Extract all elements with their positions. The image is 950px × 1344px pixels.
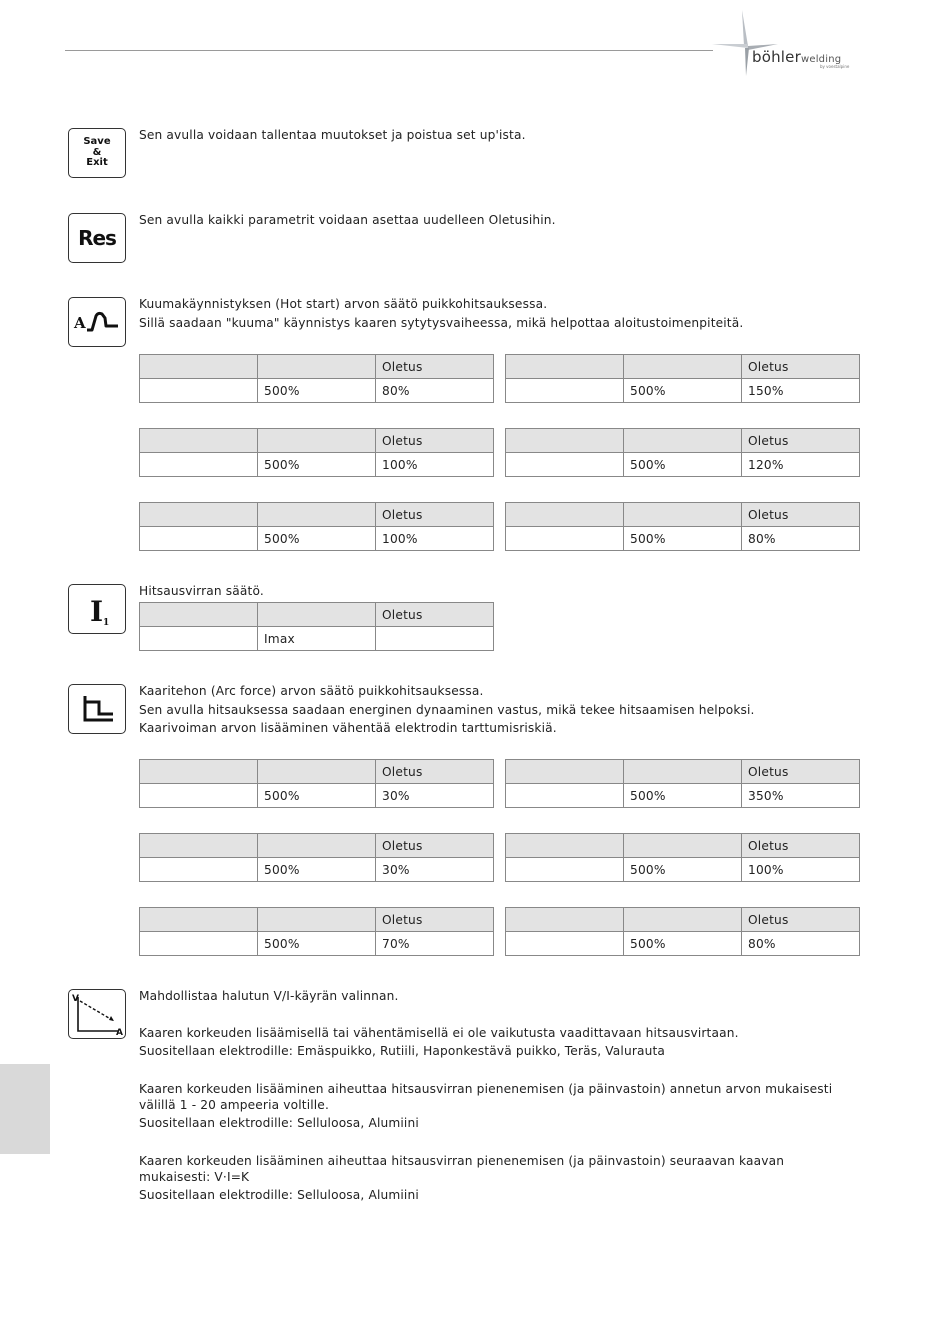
hot-start-table-1 <box>139 354 494 403</box>
table-cell-default: 80% <box>742 527 860 551</box>
table-cell <box>140 355 258 379</box>
table-cell <box>624 760 742 784</box>
table-cell-default <box>376 627 494 651</box>
table-cell <box>506 429 624 453</box>
vi-option2-recommendation: Suositellaan elektrodille: Selluloosa, Alumiini <box>139 1116 419 1130</box>
table-cell <box>258 503 376 527</box>
table-cell <box>258 603 376 627</box>
svg-text:1: 1 <box>103 618 110 628</box>
table-cell-max: 500% <box>624 784 742 808</box>
svg-text:A: A <box>74 314 86 332</box>
hot-start-table-3 <box>139 428 494 477</box>
table-cell-max: 500% <box>624 453 742 477</box>
table-cell-max: 500% <box>258 379 376 403</box>
table-cell-default: 150% <box>742 379 860 403</box>
table-cell <box>140 760 258 784</box>
table-cell <box>140 429 258 453</box>
table-cell <box>258 355 376 379</box>
side-tab-marker <box>0 1064 50 1154</box>
arc-force-table-3 <box>139 833 494 882</box>
welding-current-icon[interactable] <box>68 584 126 634</box>
table-cell-max: Imax <box>258 627 376 651</box>
hot-start-table-5 <box>139 502 494 551</box>
table-cell-default: 100% <box>376 527 494 551</box>
hot-start-line1: Kuumakäynnistyksen (Hot start) arvon säätö puikkohitsauksessa. <box>139 297 548 311</box>
table-cell <box>258 429 376 453</box>
arc-force-line1: Kaaritehon (Arc force) arvon säätö puikkohitsauksessa. <box>139 684 484 698</box>
table-header-oletus: Oletus <box>376 355 494 379</box>
hot-start-table-6 <box>505 502 860 551</box>
table-header-oletus: Oletus <box>742 834 860 858</box>
hot-start-icon[interactable] <box>68 297 126 347</box>
table-cell <box>140 527 258 551</box>
hot-start-table-4 <box>505 428 860 477</box>
table-cell-default: 350% <box>742 784 860 808</box>
arc-force-table-1 <box>139 759 494 808</box>
table-cell <box>506 908 624 932</box>
table-header-oletus: Oletus <box>742 503 860 527</box>
arc-force-table-6 <box>505 907 860 956</box>
save-exit-button-icon[interactable] <box>68 128 126 178</box>
table-cell <box>506 784 624 808</box>
table-cell <box>140 503 258 527</box>
table-cell <box>506 379 624 403</box>
table-cell <box>140 627 258 651</box>
welding-current-table <box>139 602 494 651</box>
table-cell <box>258 834 376 858</box>
vi-option3-description: Kaaren korkeuden lisääminen aiheuttaa hitsausvirran pienenemisen (ja päinvastoin) seuraavan kaavan mukaisesti: V·I=K <box>139 1154 785 1184</box>
exit-label: Exit <box>86 157 108 169</box>
table-cell <box>140 603 258 627</box>
save-label: Save <box>83 136 111 148</box>
table-cell-default: 100% <box>742 858 860 882</box>
arc-force-icon[interactable] <box>68 684 126 734</box>
vi-curve-icon[interactable] <box>68 989 126 1039</box>
table-header-oletus: Oletus <box>376 908 494 932</box>
table-cell <box>506 858 624 882</box>
table-cell <box>258 760 376 784</box>
table-cell-max: 500% <box>258 932 376 956</box>
vi-curve-intro: Mahdollistaa halutun V/I-käyrän valinnan. <box>139 989 399 1003</box>
brand-tagline: by voestalpine <box>820 64 850 69</box>
table-cell-max: 500% <box>624 932 742 956</box>
table-cell <box>140 784 258 808</box>
table-header-oletus: Oletus <box>376 760 494 784</box>
table-cell-max: 500% <box>258 453 376 477</box>
table-cell-default: 100% <box>376 453 494 477</box>
save-exit-description: Sen avulla voidaan tallentaa muutokset ja poistua set up'ista. <box>139 128 526 142</box>
table-cell <box>140 453 258 477</box>
table-cell <box>624 429 742 453</box>
vi-option3-recommendation: Suositellaan elektrodille: Selluloosa, Alumiini <box>139 1188 419 1202</box>
arc-force-table-5 <box>139 907 494 956</box>
table-header-oletus: Oletus <box>376 834 494 858</box>
table-cell-max: 500% <box>258 858 376 882</box>
table-cell-default: 80% <box>376 379 494 403</box>
table-cell-default: 120% <box>742 453 860 477</box>
table-cell <box>506 527 624 551</box>
table-cell <box>624 908 742 932</box>
vi-icon-v-label: V <box>72 994 79 1004</box>
reset-description: Sen avulla kaikki parametrit voidaan asettaa uudelleen Oletusihin. <box>139 213 556 227</box>
arc-force-line2: Sen avulla hitsauksessa saadaan energinen dynaaminen vastus, mikä tekee hitsaamisen helpoksi. <box>139 703 755 717</box>
welding-current-description: Hitsausvirran säätö. <box>139 584 264 598</box>
table-cell <box>140 379 258 403</box>
table-header-oletus: Oletus <box>742 355 860 379</box>
table-cell <box>624 355 742 379</box>
arc-force-table-2 <box>505 759 860 808</box>
table-cell <box>506 453 624 477</box>
res-label: Res <box>78 226 116 250</box>
vi-option1-recommendation: Suositellaan elektrodille: Emäspuikko, Rutiili, Haponkestävä puikko, Teräs, Valurauta <box>139 1044 666 1058</box>
svg-text:I: I <box>90 595 104 628</box>
table-cell <box>506 932 624 956</box>
table-cell <box>506 760 624 784</box>
table-cell-max: 500% <box>624 379 742 403</box>
header-rule <box>65 50 713 51</box>
ampersand-label: & <box>92 146 102 158</box>
hot-start-table-2 <box>505 354 860 403</box>
table-header-oletus: Oletus <box>376 603 494 627</box>
vi-icon-a-label: A <box>116 1028 123 1037</box>
table-cell <box>258 908 376 932</box>
hot-start-line2: Sillä saadaan "kuuma" käynnistys kaaren sytytysvaiheessa, mikä helpottaa aloitustoimenpiteitä. <box>139 316 744 330</box>
table-cell-default: 80% <box>742 932 860 956</box>
brand-name: böhlerwelding <box>752 48 842 66</box>
table-cell-max: 500% <box>624 527 742 551</box>
table-cell <box>140 858 258 882</box>
table-cell <box>624 503 742 527</box>
arc-force-table-4 <box>505 833 860 882</box>
table-cell <box>140 834 258 858</box>
table-cell-default: 30% <box>376 784 494 808</box>
table-header-oletus: Oletus <box>742 429 860 453</box>
table-cell <box>140 932 258 956</box>
table-header-oletus: Oletus <box>742 760 860 784</box>
table-cell <box>506 503 624 527</box>
table-cell-default: 30% <box>376 858 494 882</box>
table-cell <box>506 834 624 858</box>
table-cell-max: 500% <box>258 784 376 808</box>
table-cell-max: 500% <box>258 527 376 551</box>
reset-button-icon[interactable] <box>68 213 126 263</box>
table-cell-default: 70% <box>376 932 494 956</box>
table-cell <box>506 355 624 379</box>
table-cell-max: 500% <box>624 858 742 882</box>
arc-force-line3: Kaarivoiman arvon lisääminen vähentää elektrodin tarttumisriskiä. <box>139 721 557 735</box>
table-header-oletus: Oletus <box>376 429 494 453</box>
vi-option2-description: Kaaren korkeuden lisääminen aiheuttaa hitsausvirran pienenemisen (ja päinvastoin) annetun arvon mukaisesti välillä 1 - 20 ampeeria voltille. <box>139 1082 833 1112</box>
table-cell <box>624 834 742 858</box>
vi-option1-description: Kaaren korkeuden lisäämisellä tai vähentämisellä ei ole vaikutusta vaadittavaan hitsausvirtaan. <box>139 1026 739 1040</box>
table-header-oletus: Oletus <box>376 503 494 527</box>
table-header-oletus: Oletus <box>742 908 860 932</box>
table-cell <box>140 908 258 932</box>
